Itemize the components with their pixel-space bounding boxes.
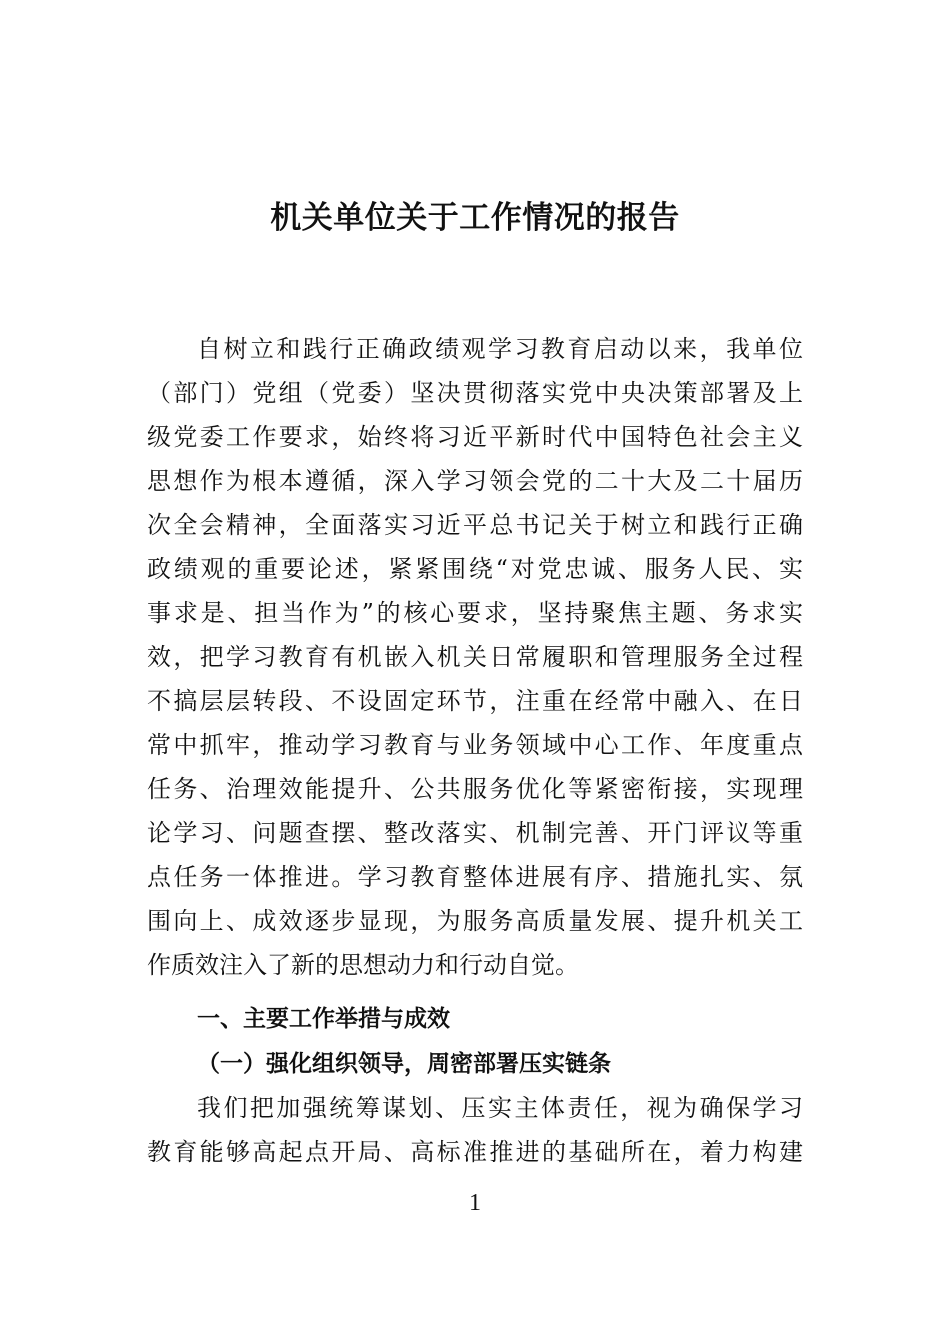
paragraph-line: 事求是、担当作为”的核心要求，坚持聚焦主题、务求实 (147, 599, 803, 627)
paragraph-line: （部门）党组（党委）坚决贯彻落实党中央决策部署及上 (147, 379, 803, 407)
paragraph-line: 政绩观的重要论述，紧紧围绕“对党忠诚、服务人民、实 (147, 555, 803, 583)
paragraph-line: 论学习、问题查摆、整改落实、机制完善、开门评议等重 (147, 819, 803, 847)
paragraph-line: 效，把学习教育有机嵌入机关日常履职和管理服务全过程 (147, 643, 803, 671)
paragraph-line: 次全会精神，全面落实习近平总书记关于树立和践行正确 (147, 511, 803, 539)
paragraph-line: 任务、治理效能提升、公共服务优化等紧密衔接，实现理 (147, 775, 803, 803)
paragraph-line: 自树立和践行正确政绩观学习教育启动以来，我单位 (197, 335, 803, 363)
paragraph-line: 不搞层层转段、不设固定环节，注重在经常中融入、在日 (147, 687, 803, 715)
section-heading: 一、主要工作举措与成效 (197, 1006, 450, 1032)
paragraph-line: 级党委工作要求，始终将习近平新时代中国特色社会主义 (147, 423, 803, 451)
paragraph-line: 常中抓牢，推动学习教育与业务领域中心工作、年度重点 (147, 731, 803, 759)
paragraph-line: 教育能够高起点开局、高标准推进的基础所在，着力构建 (147, 1138, 803, 1166)
paragraph-line: 我们把加强统筹谋划、压实主体责任，视为确保学习 (197, 1094, 803, 1122)
subsection-heading: （一）强化组织领导，周密部署压实链条 (197, 1050, 611, 1077)
paragraph-line: 点任务一体推进。学习教育整体进展有序、措施扎实、氛 (147, 863, 803, 891)
document-title: 机关单位关于工作情况的报告 (270, 200, 680, 236)
paragraph-line: 作质效注入了新的思想动力和行动自觉。 (147, 951, 579, 979)
paragraph-line: 思想作为根本遵循，深入学习领会党的二十大及二十届历 (147, 467, 803, 495)
paragraph-line: 围向上、成效逐步显现，为服务高质量发展、提升机关工 (147, 907, 803, 935)
page-number: 1 (469, 1190, 481, 1216)
